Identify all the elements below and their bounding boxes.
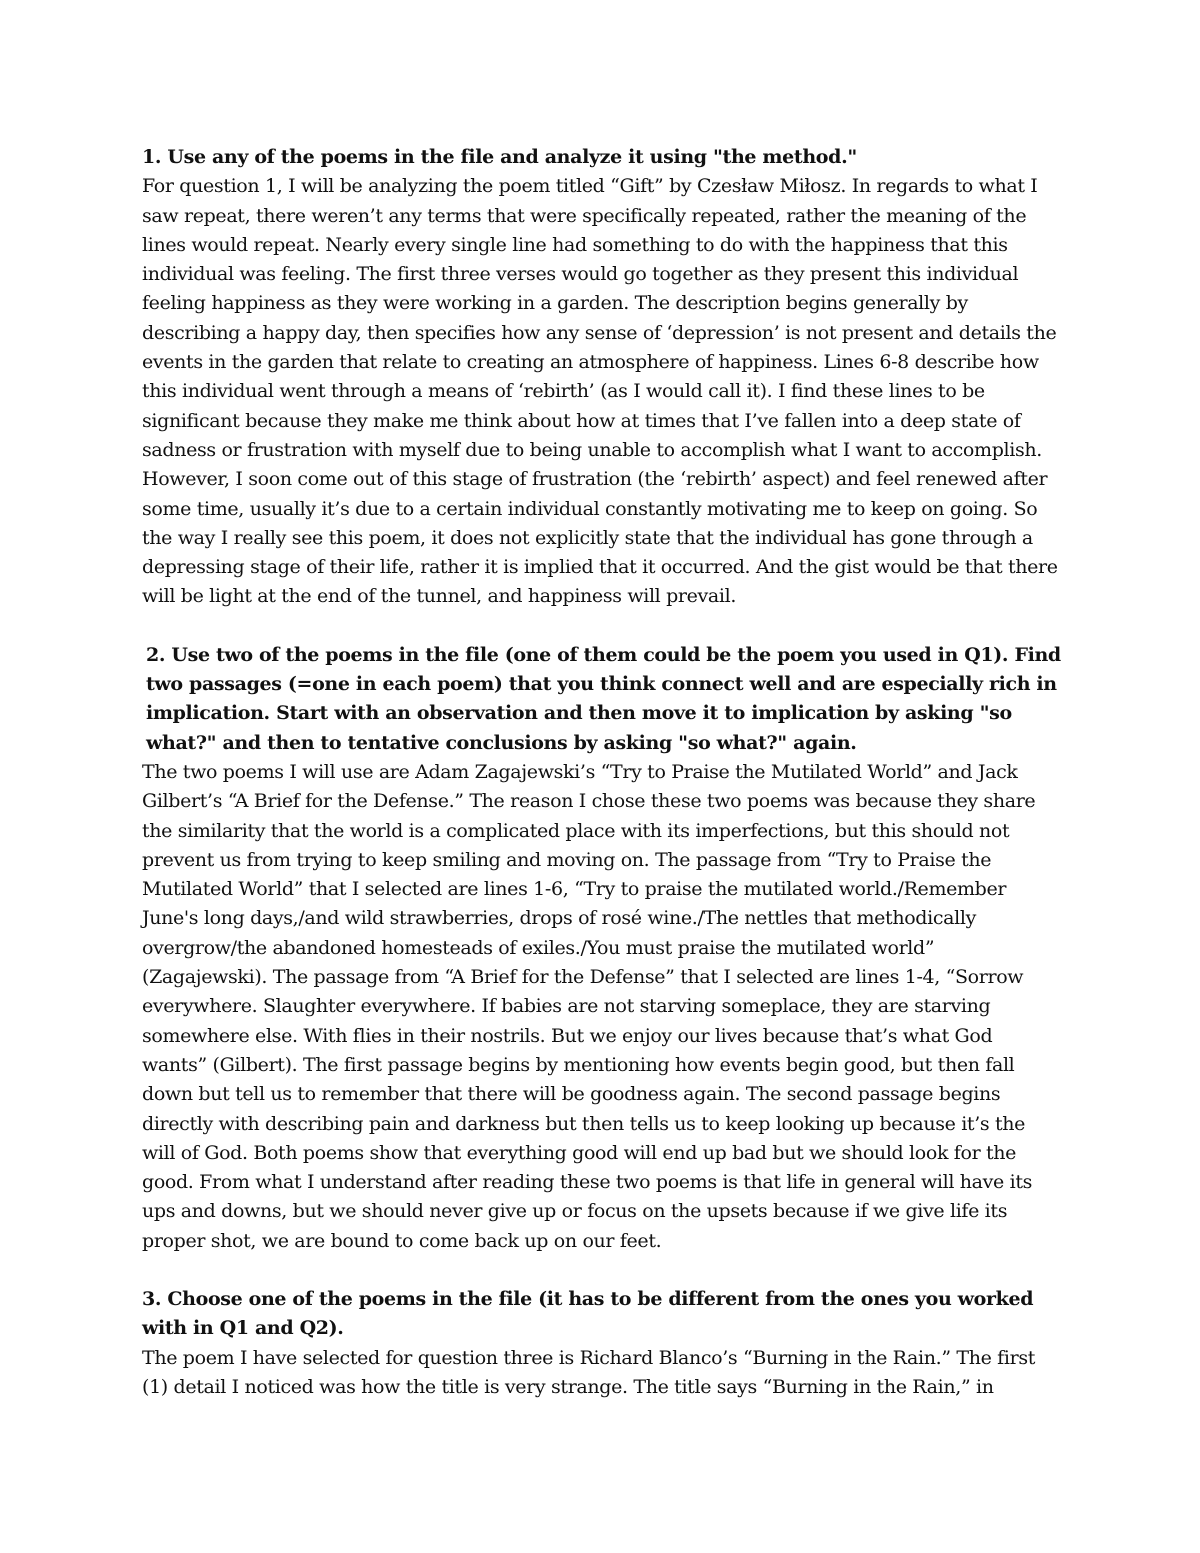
question-3-answer: The poem I have selected for question three is Richard Blanco’s “Burning in the Rain.” The first (1) detail I noticed was how the title is very strange. The title says “Burning in the Rain,” in bbox=[142, 1346, 1036, 1398]
question-1-answer: For question 1, I will be analyzing the poem titled “Gift” by Czesław Miłosz. In regards to what I saw repeat, there weren’t any terms that were specifically repeated, rather the meaning of the lines would repeat. Nearly every single line had something to do with the happiness that this individual was feeling. The first three verses would go together as they present this individual feeling happiness as they were working in a garden. The description begins generally by describing a happy day, then specifies how any sense of ‘depression’ is not present and details the events in the garden that relate to creating an atmosphere of happiness. Lines 6-8 describe how this individual went through a means of ‘rebirth’ (as I would call it). I find these lines to be significant because they make me think about how at times that I’ve fallen into a deep state of sadness or frustration with myself due to being unable to accomplish what I want to accomplish. However, I soon come out of this stage of frustration (the ‘rebirth’ aspect) and feel renewed after some time, usually it’s due to a certain individual constantly motivating me to keep on going. So the way I really see this poem, it does not explicitly state that the individual has gone through a depressing stage of their life, rather it is implied that it occurred. And the gist would be that there will be light at the end of the tunnel, and happiness will prevail. bbox=[142, 175, 1058, 608]
question-3-heading: 3. Choose one of the poems in the file (it has to be different from the ones you worked with in Q1 and Q2). bbox=[142, 1287, 1034, 1340]
question-1-heading: 1. Use any of the poems in the file and analyze it using "the method." bbox=[142, 146, 857, 168]
document-body bbox=[142, 143, 1062, 1402]
question-2-heading: 2. Use two of the poems in the file (one of them could be the poem you used in Q1). Find two passages (=one in each poem) that you think connect well and are especially rich in implication. Start with an observation and then move it to implication by asking "so what?" and then to tentative conclusions by asking "so what?" again. bbox=[146, 643, 1061, 754]
question-2-answer: The two poems I will use are Adam Zagajewski’s “Try to Praise the Mutilated World” and Jack Gilbert’s “A Brief for the Defense.” The reason I chose these two poems was because they share the similarity that the world is a complicated place with its imperfections, but this should not prevent us from trying to keep smiling and moving on. The passage from “Try to Praise the Mutilated World” that I selected are lines 1-6, “Try to praise the mutilated world./Remember June's long days,/and wild strawberries, drops of rosé wine./The nettles that methodically overgrow/the abandoned homesteads of exiles./You must praise the mutilated world” (Zagajewski). The passage from “A Brief for the Defense” that I selected are lines 1-4, “Sorrow everywhere. Slaughter everywhere. If babies are not starving someplace, they are starving somewhere else. With flies in their nostrils. But we enjoy our lives because that’s what God wants” (Gilbert). The first passage begins by mentioning how events begin good, but then fall down but tell us to remember that there will be goodness again. The second passage begins directly with describing pain and darkness but then tells us to keep looking up because it’s the will of God. Both poems show that everything good will end up bad but we should look for the good. From what I understand after reading these two poems is that life in general will have its ups and downs, but we should never give up or focus on the upsets because if we give life its proper shot, we are bound to come back up on our feet. bbox=[142, 760, 1036, 1252]
paragraph-spacer bbox=[142, 1256, 1062, 1285]
paragraph-spacer bbox=[142, 612, 1062, 641]
